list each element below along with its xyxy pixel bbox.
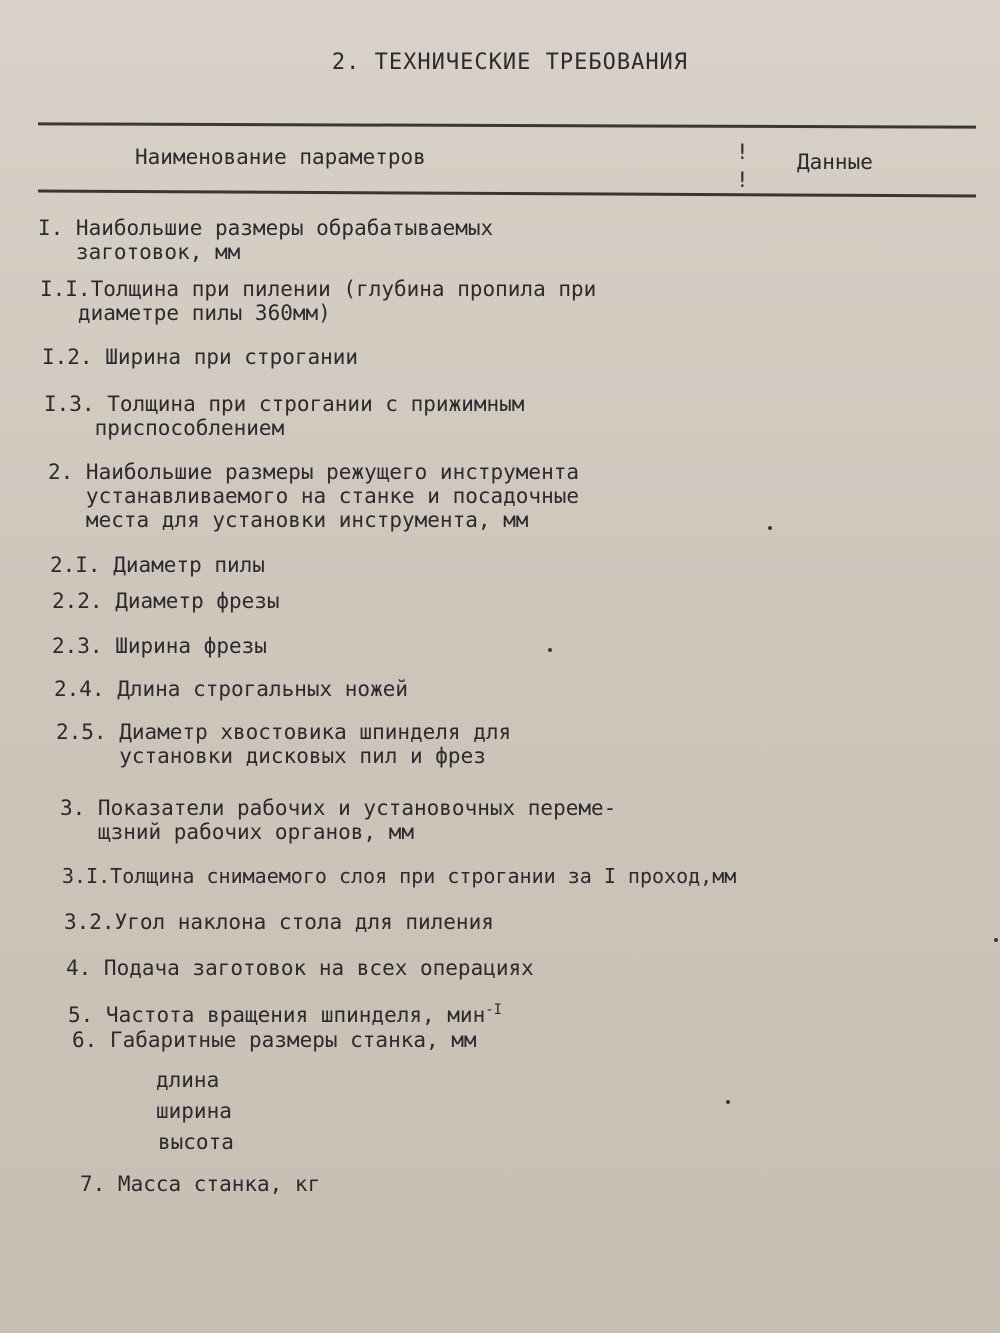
row-label: I.3. Толщина при строгании с прижимным приспособлением — [44, 392, 525, 440]
row-label: 2.2. Диаметр фрезы — [52, 589, 280, 613]
row-label: 2.5. Диаметр хвостовика шпинделя для установки дисковых пил и фрез — [56, 720, 512, 768]
column-header-name: Наименование параметров — [135, 145, 426, 169]
column-header-data: Данные — [797, 150, 873, 174]
row-label: высота — [158, 1130, 234, 1154]
paper-speck — [548, 648, 552, 652]
row-label: 3.I.Толщина снимаемого слоя при строгании за I проход,мм — [62, 864, 737, 888]
row-label: 2.4. Длина строгальных ножей — [54, 677, 409, 701]
paper-speck — [994, 938, 998, 942]
row-label: 3. Показатели рабочих и установочных переме- щзний рабочих органов, мм — [60, 796, 617, 844]
page-title: 2. ТЕХНИЧЕСКИЕ ТРЕБОВАНИЯ — [331, 50, 689, 75]
paper-speck — [726, 1100, 730, 1104]
table-header-rule — [38, 190, 976, 198]
row-label: 2.3. Ширина фрезы — [52, 634, 267, 658]
row-label: 5. Частота вращения шпинделя, мин$^{-I}$ — [68, 1002, 503, 1027]
row-label: длина — [156, 1068, 220, 1092]
row-label: 3.2.Угол наклона стола для пиления — [64, 910, 494, 934]
paper-speck — [768, 526, 772, 530]
row-label: I. Наибольшие размеры обрабатываемых заготовок, мм — [38, 216, 494, 264]
row-label: 7. Масса станка, кг — [80, 1172, 321, 1196]
table-top-rule — [38, 122, 976, 128]
row-label: I.I.Толщина при пилении (глубина пропила при диаметре пилы 360мм) — [40, 277, 597, 325]
row-label: 4. Подача заготовок на всех операциях — [66, 956, 534, 980]
row-label: 2.I. Диаметр пилы — [50, 553, 265, 577]
column-separator: ! ! — [736, 140, 749, 192]
row-label: I.2. Ширина при строгании — [42, 345, 359, 369]
row-label: 6. Габаритные размеры станка, мм — [72, 1028, 477, 1052]
row-label: 2. Наибольшие размеры режущего инструмента устанавливаемого на станке и посадочные места для установки инструмента, мм — [48, 460, 580, 532]
row-label: ширина — [156, 1099, 232, 1123]
